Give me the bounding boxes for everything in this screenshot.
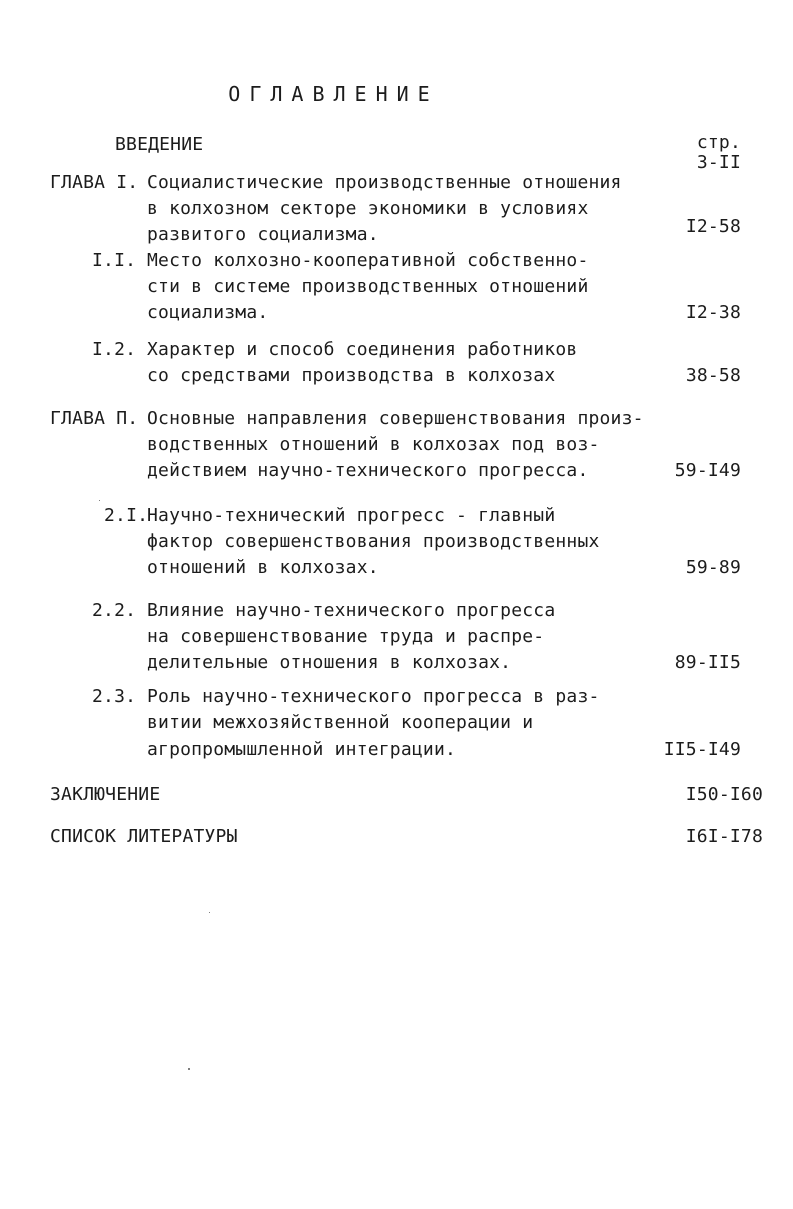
section-pages: II5-I49 [663, 739, 741, 760]
page-column-label: стр. [696, 132, 741, 153]
toc-conclusion-pages: I50-I60 [685, 784, 763, 805]
section-title-line: отношений в колхозах. [147, 557, 379, 578]
chapter2-title-line: водственных отношений в колхозах под воз- [147, 434, 600, 455]
section-title-line: сти в системе производственных отношений [147, 276, 589, 297]
scan-speck [188, 1068, 190, 1070]
section-title-line: агропромышленной интеграции. [147, 739, 457, 760]
chapter2-prefix: ГЛАВА П. [50, 408, 139, 429]
section-title-line: Место колхозно-кооперативной собственно- [147, 250, 589, 271]
section-title-line: со средствами производства в колхозах [147, 365, 556, 386]
section-title-line: на совершенствование труда и распре- [147, 626, 545, 647]
section-pages: 38-58 [685, 365, 741, 386]
section-title-line: фактор совершенствования производственных [147, 531, 600, 552]
section-title-line: Влияние научно-технического прогресса [147, 600, 556, 621]
chapter1-title-line: Социалистические производственные отношения [147, 172, 622, 193]
toc-conclusion-label: ЗАКЛЮЧЕНИЕ [50, 784, 161, 805]
section-title-line: витии межхозяйственной кооперации и [147, 712, 534, 733]
section-number: 2.I. [104, 505, 149, 526]
section-number: I.I. [92, 250, 137, 271]
section-title-line: социализма. [147, 302, 269, 323]
section-number: 2.2. [92, 600, 137, 621]
chapter1-prefix: ГЛАВА I. [50, 172, 139, 193]
chapter2-pages: 59-I49 [674, 460, 741, 481]
section-number: I.2. [92, 339, 137, 360]
section-pages: I2-38 [685, 302, 741, 323]
chapter1-title-line: в колхозном секторе экономики в условиях [147, 198, 589, 219]
section-title-line: делительные отношения в колхозах. [147, 652, 512, 673]
toc-intro-label: ВВЕДЕНИЕ [115, 134, 204, 155]
toc-literature-pages: I6I-I78 [685, 826, 763, 847]
section-pages: 89-II5 [674, 652, 741, 673]
section-title-line: Роль научно-технического прогресса в раз- [147, 686, 600, 707]
chapter1-pages: I2-58 [685, 216, 741, 237]
scan-speck [99, 500, 100, 501]
scan-speck [209, 912, 210, 913]
section-title-line: Характер и способ соединения работников [147, 339, 578, 360]
chapter2-title-line: действием научно-технического прогресса. [147, 460, 589, 481]
chapter1-title-line: развитого социализма. [147, 224, 379, 245]
toc-literature-label: СПИСОК ЛИТЕРАТУРЫ [50, 826, 238, 847]
chapter2-title-line: Основные направления совершенствования произ- [147, 408, 644, 429]
section-title-line: Научно-технический прогресс - главный [147, 505, 556, 526]
toc-title: ОГЛАВЛЕНИЕ [228, 82, 439, 106]
section-number: 2.3. [92, 686, 137, 707]
toc-intro-pages: 3-II [696, 152, 741, 173]
section-pages: 59-89 [685, 557, 741, 578]
